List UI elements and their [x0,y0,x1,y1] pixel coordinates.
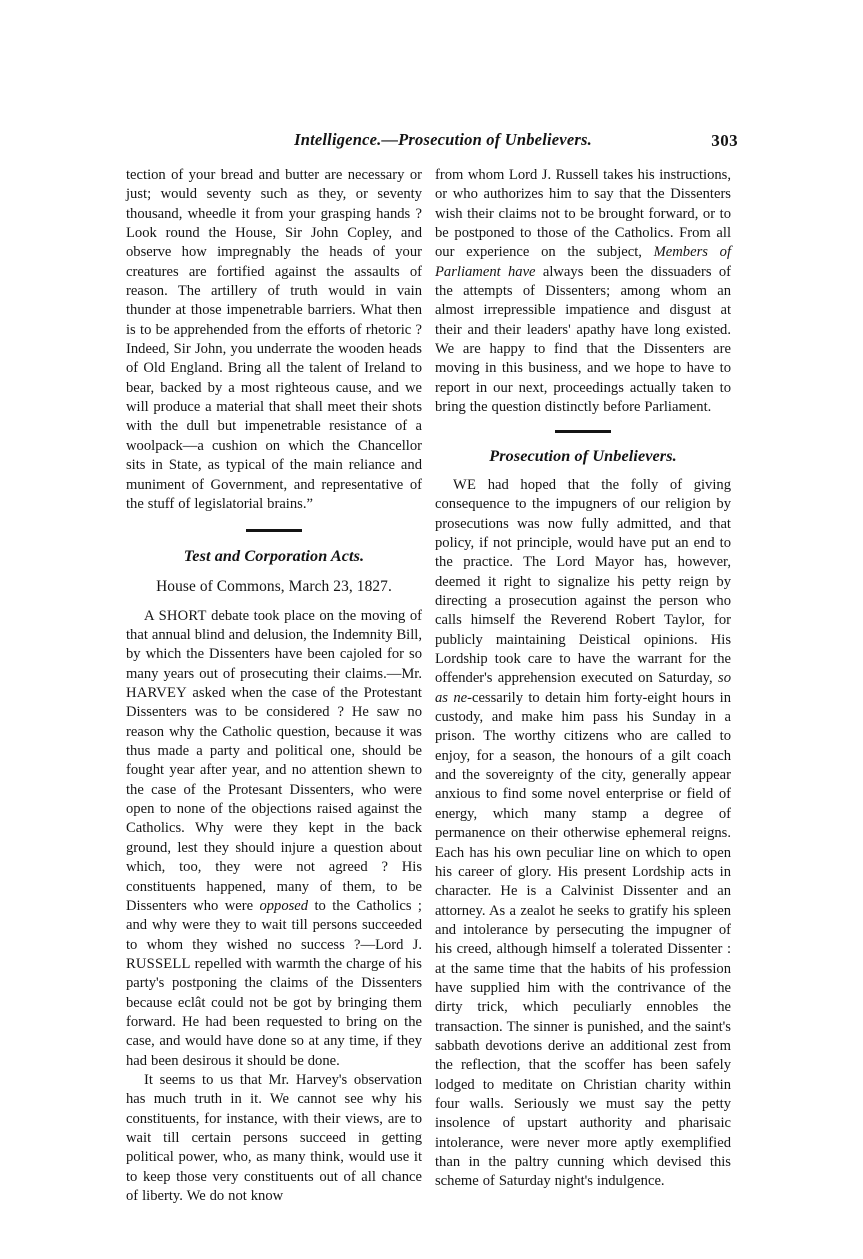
emphasis-members-of-parliament: Members of Parliament have [435,244,731,280]
section-title-test-corporation-acts: Test and Corporation Acts. [183,546,365,565]
running-head [126,130,738,154]
left-continued-paragraph: tection of your bread and butter are necessary or just; would seventy such as they, or seventy thousand, wheedle it from your grasping hands ? Look round the House, Sir John Copley, and observe how impregnably the heads of your creatures are fortified against the assaults of reason. The artillery of truth would in vain thunder at those impenetrable barriers. What then is to be apprehended from the efforts of rhetoric ? Indeed, Sir John, you underrate the wooden heads of Old England. Bring all the talent of Ireland to bear, backed by a most righteous cause, and we will produce a material that shall meet their shots with the dull but impenetrable resistance of a woolpack—a cushion on which the Chancellor sits in State, as typical of the main reliance and muniment of Government, and representative of the stuff of legislatorial brains.” [126,167,422,512]
section-divider-rule [246,529,302,532]
paragraph-lead-smallcaps: WE [453,476,477,493]
paragraph-text-part4: repelled with warmth the charge of his party's postponing the claims of the Dissenters because eclât could not be got by bringing them forward. He had been requested to bring on the case, and would have done so at any time, if they had been desirous it should be done. [126,955,422,1069]
right-continued-part2: always been the dissuaders of the attempts of Dissenters; among whom an almost irrepressible impatience and disgust at their and their leaders' apathy have long existed. We are happy to find that the Dissenters are moving in this business, and we hope to have to report in our next, proceedings actually taken to bring the question distinctly before Parliament. [435,263,731,416]
two-column-body [126,166,738,1204]
right-continued-part1: from whom Lord J. Russell takes his instructions, or who authorizes him to say that the Dissenters wish their claims not to be brought forward, or to be postponed to those of the Catholics. From all our experience on the subject, [435,167,731,261]
speaker-name-russell: RUSSELL [126,955,191,972]
running-head-title: Intelligence.—Prosecution of Unbelievers. [294,130,592,149]
section-title-prosecution-of-unbelievers: Prosecution of Unbelievers. [489,446,677,465]
paragraph-lead-smallcaps: A SHORT [144,607,207,624]
left-section-paragraph-2: It seems to us that Mr. Harvey's observation has much truth in it. We cannot see why his constituents, for instance, with their views, are to wait till certain persons succeed in getting political power, who, as many think, would use it to keep those very constituents out of all chance of liberty. We do not know [126,1071,422,1204]
page-number: 303 [711,131,738,150]
right-paragraph-text-part1: had hoped that the folly of giving consequence to the impugners of our religion by prosecutions was now fully admitted, and that policy, if not principle, would have put an end to the practice. The Lord Mayor has, however, deemed it right to signalize his petty reign by directing a prosecution against the person who calls himself the Reverend Robert Taylor, for publicly maintaining Deistical opinions. His Lordship took care to have the warrant for the offender's apprehension executed on Saturday, [435,476,731,687]
paragraph-text-part3: to the Catholics ; and why were they to wait till persons succeeded to whom they wished no success ?—Lord J. [126,897,422,953]
section-divider-rule [555,430,611,433]
right-continued-paragraph [435,166,731,417]
right-column [435,166,731,1201]
right-section-paragraph-1 [435,476,731,1192]
right-paragraph-text-part2: cessarily to detain him forty-eight hours in custody, and make him pass his Sunday in a prison. The worthy citizens who are called to enjoy, for a season, the honours of a gilt coach and the sovereignty of the city, generally appear anxious to find some novel enterprise or field of energy, which many stamp a degree of permanence on their otherwise ephemeral reigns. Each has his own peculiar line on which to open his career of glory. His present Lordship acts in character. He is a Calvinist Dissenter and an attorney. As a zealot he seeks to gratify his spleen and intolerance by persecuting the impugner of his creed, although himself a tolerated Dissenter : at the same time that the habits of his profession have supplied him with the contrivance of the dirty trick, which peculiarly ennobles the transaction. The sinner is punished, and the saint's sabbath devotions derive an additional zest from the reflection, that the scoffer has been safely lodged to meditate on Christian charity within four walls. Seriously we must say the petty insolence of upstart authority and pharisaic intolerance, were never more aptly exemplified than in the paltry cunning which devised this scheme of Saturday night's indulgence. [435,689,732,1190]
paragraph-text-part1: debate took place on the moving of that annual blind and delusion, the Indemnity Bill, by which the Dissenters have been cajoled for so many years out of prosecuting their claims.—Mr. [126,607,422,682]
emphasis-so-as-necessarily: so as ne- [435,670,731,706]
speaker-name-harvey: HARVEY [126,685,187,702]
left-section-paragraph-1 [126,607,422,1071]
emphasis-opposed: opposed [259,897,309,914]
left-column [126,166,422,1204]
paragraph-text-part2: asked when the case of the Protestant Dissenters was to be considered ? He saw no reason why the Catholic question, because it was thus made a party and political one, should be fought year after year, and no attention shewn to the case of the Protesant Dissenters, who were open to none of the objections raised against the Catholics. Why were they kept in the back ground, lest they should injure a question about which, too, they were not agreed ? His constituents happened, many of them, to be Dissenters who were [126,685,422,914]
section-subtitle-house-of-commons: House of Commons, March 23, 1827. [156,577,392,595]
